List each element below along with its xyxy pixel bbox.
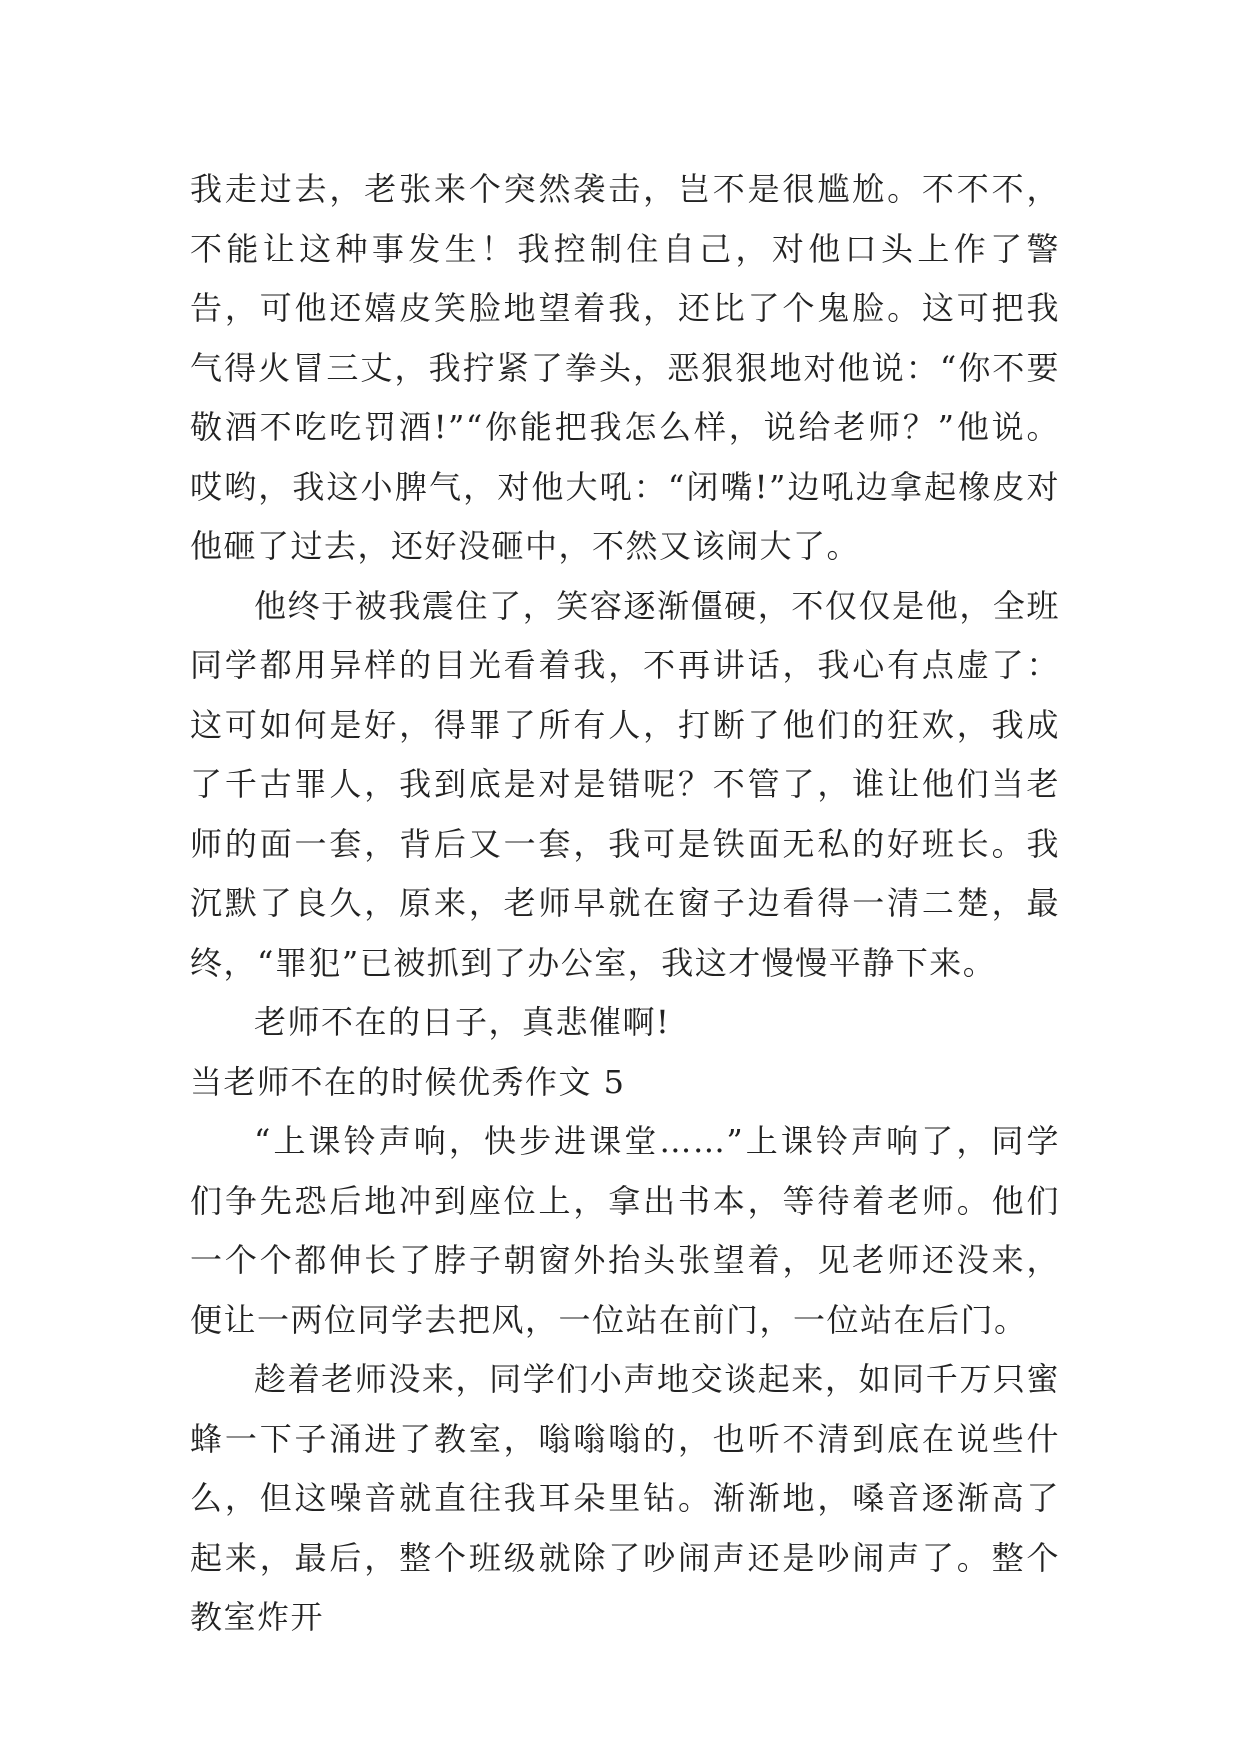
paragraph-5: 趁着老师没来，同学们小声地交谈起来，如同千万只蜜蜂一下子涌进了教室，嗡嗡嗡的，也听不清到底在说些什么，但这噪音就直往我耳朵里钻。渐渐地，嗓音逐渐高了起来，最后，整个班级就除了吵闹声还是吵闹声了。整个教室炸开 (190, 1360, 1060, 1636)
section-heading: 当老师不在的时候优秀作文 5 (190, 1062, 626, 1101)
paragraph-3: 老师不在的日子，真悲催啊! (254, 1003, 671, 1041)
document-page (190, 160, 1060, 1648)
paragraph-2: 他终于被我震住了，笑容逐渐僵硬，不仅仅是他，全班同学都用异样的目光看着我，不再讲话，我心有点虚了：这可如何是好，得罪了所有人，打断了他们的狂欢，我成了千古罪人，我到底是对是错呢？不管了，谁让他们当老师的面一套，背后又一套，我可是铁面无私的好班长。我沉默了良久，原来，老师早就在窗子边看得一清二楚，最终，“罪犯”已被抓到了办公室，我这才慢慢平静下来。 (190, 586, 1060, 982)
paragraph-4: “上课铃声响，快步进课堂……”上课铃声响了，同学们争先恐后地冲到座位上，拿出书本，等待着老师。他们一个个都伸长了脖子朝窗外抬头张望着，见老师还没来，便让一两位同学去把风，一位站在前门，一位站在后门。 (190, 1122, 1060, 1339)
paragraph-1: 我走过去，老张来个突然袭击，岂不是很尴尬。不不不，不能让这种事发生！我控制住自己，对他口头上作了警告，可他还嬉皮笑脸地望着我，还比了个鬼脸。这可把我气得火冒三丈，我拧紧了拳头，恶狠狠地对他说：“你不要敬酒不吃吃罚酒!”“你能把我怎么样，说给老师？”他说。哎哟，我这小脾气，对他大吼：“闭嘴!”边吼边拿起橡皮对他砸了过去，还好没砸中，不然又该闹大了。 (190, 170, 1060, 565)
